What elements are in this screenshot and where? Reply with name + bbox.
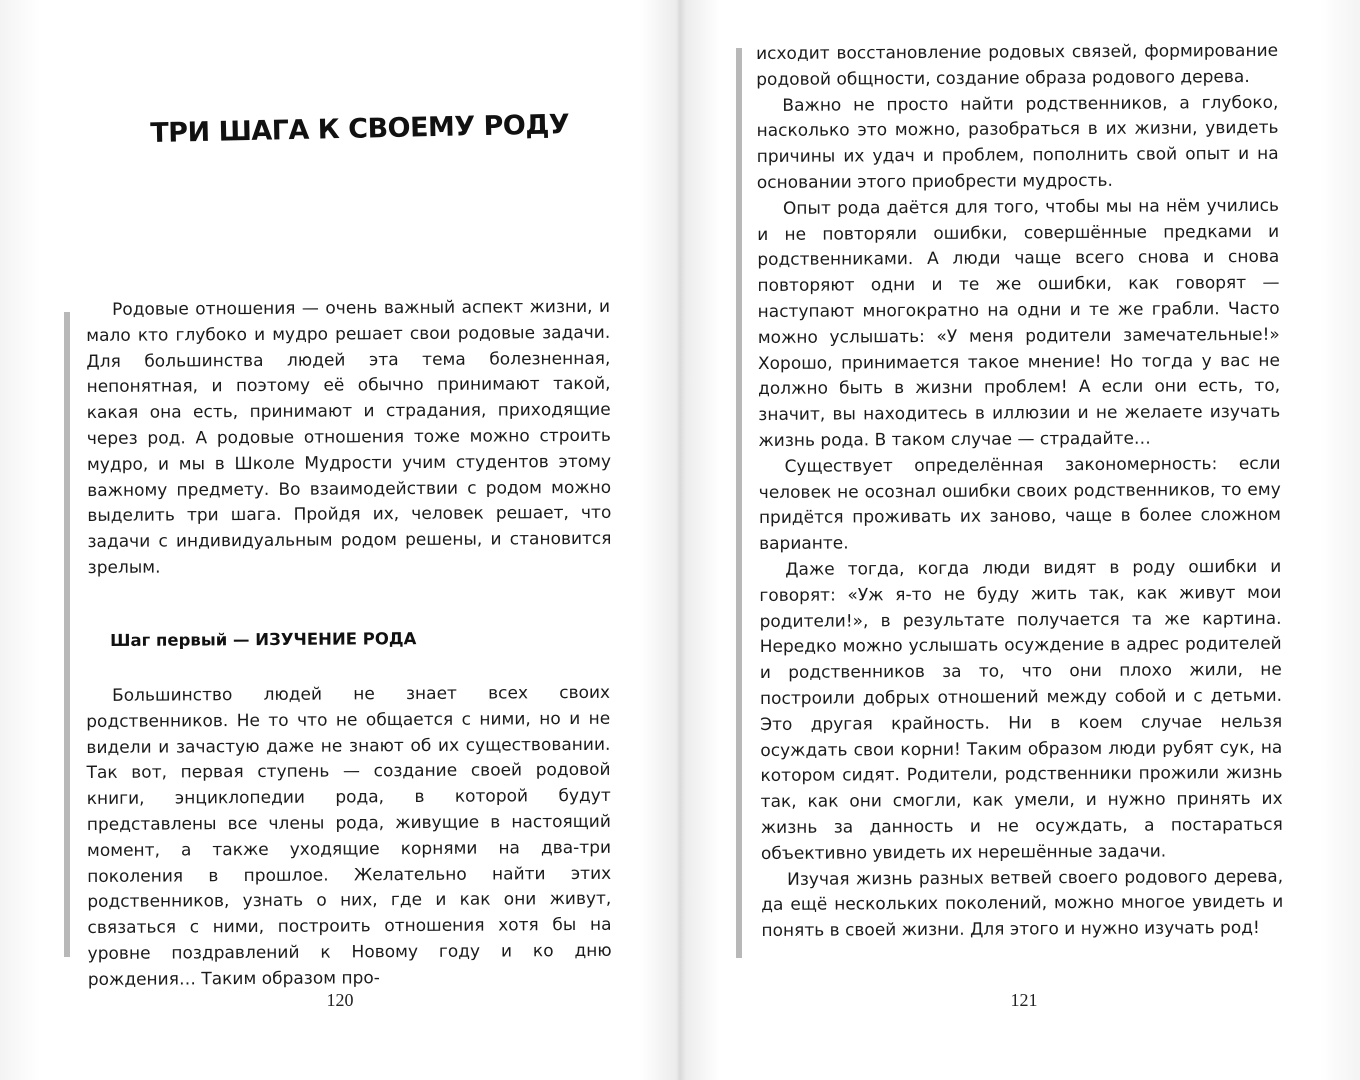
step-paragraph: Большинство людей не знает всех своих родственников. Не то что не общается с ними, но и не видели и зачастую даже не знают об их существовании. Так вот, первая ступень — создание своей родовой книги, энциклопедии рода, в которой будут представлены все члены рода, живущие в настоящий момент, а также уходящие корнями на два-три поколения в прошлое. Желательно найти этих родственников, узнать о них, где и как они живут, связаться с ними, построить отношения хотя бы на уровне поздравлений к Новому году и ко дню рождения… Таким образом про- bbox=[86, 682, 612, 990]
paragraph: Изучая жизнь разных ветвей своего родового дерева, да ещё нескольких поколений, можно многое увидеть и понять в своей жизни. Для этого и нужно изучать род! bbox=[761, 866, 1284, 942]
step-text bbox=[86, 681, 612, 994]
chapter-title: ТРИ ШАГА К СВОЕМУ РОДУ bbox=[150, 109, 570, 149]
intro-paragraph: Родовые отношения — очень важный аспект жизни, и мало кто глубоко и мудро решает свои родовые задачи. Для большинства людей эта тема болезненная, непонятная, и поэтому её обычно принимают такой, какая она есть, принимают и страдания, приходящие через род. А родовые отношения тоже можно строить мудро, и мы в Школе Мудрости учим студентов этому важному предмету. Во взаимодействии с родом можно выделить три шага. Пройдя их, человек решает, что задачи с индивидуальным родом решены, и становится зрелым. bbox=[86, 296, 612, 578]
page-number: 121 bbox=[1010, 990, 1038, 1010]
step-heading-name: ИЗУЧЕНИЕ РОДА bbox=[255, 629, 417, 650]
intro-text bbox=[86, 295, 612, 582]
paragraph: исходит восстановление родовых связей, формирование родовой общности, создание образа родового дерева. bbox=[756, 40, 1279, 90]
paragraph: Даже тогда, когда люди видят в роду ошибки и говорят: «Уж я-то не буду жить так, как живут мои родители!», в результате получается та же картина. Нередко можно услышать осуждение в адрес родителей и родственников за то, что они плохо жили, не построили добрых отношений между собой и с детьми. Это другая крайность. Ни в коем случае нельзя осуждать свои корни! Таким образом люди рубят сук, на котором сидят. Родители, родственники прожили жизнь так, как они смогли, как умели, и нужно принять их жизнь за данность и не осуждать, а постараться объективно увидеть их нерешённые задачи. bbox=[759, 556, 1283, 864]
paragraph: Важно не просто найти родственников, а глубоко, насколько это можно, разобраться в их жизни, увидеть причины их удач и проблем, пополнить свой опыт и на основании этого приобрести мудрость. bbox=[756, 92, 1279, 193]
margin-bar bbox=[736, 48, 742, 958]
paragraph: Опыт рода даётся для того, чтобы мы на нём учились и не повторяли ошибки, совершённые предками и родственниками. А люди чаще всего снова и снова повторяют одни и те же ошибки, как говорят — наступают многократно на одни и те же грабли. Часто можно услышать: «У меня родители замечательные!» Хорошо, принимается такое мнение! Но тогда у вас не должно быть в жизни проблем! А если они есть, то, значит, вы находитесь в иллюзии и не желаете изучать жизнь рода. В таком случае — страдайте… bbox=[757, 195, 1281, 451]
right-text bbox=[756, 39, 1284, 945]
page-number: 120 bbox=[326, 990, 354, 1010]
margin-bar bbox=[64, 312, 70, 957]
step-heading bbox=[110, 628, 530, 650]
paragraph: Существует определённая закономерность: если человек не осознал ошибки своих родственников, то ему придётся проживать их заново, чаще в более сложном варианте. bbox=[758, 453, 1281, 555]
step-heading-prefix: Шаг первый — bbox=[110, 630, 256, 650]
right-page bbox=[680, 0, 1360, 1080]
